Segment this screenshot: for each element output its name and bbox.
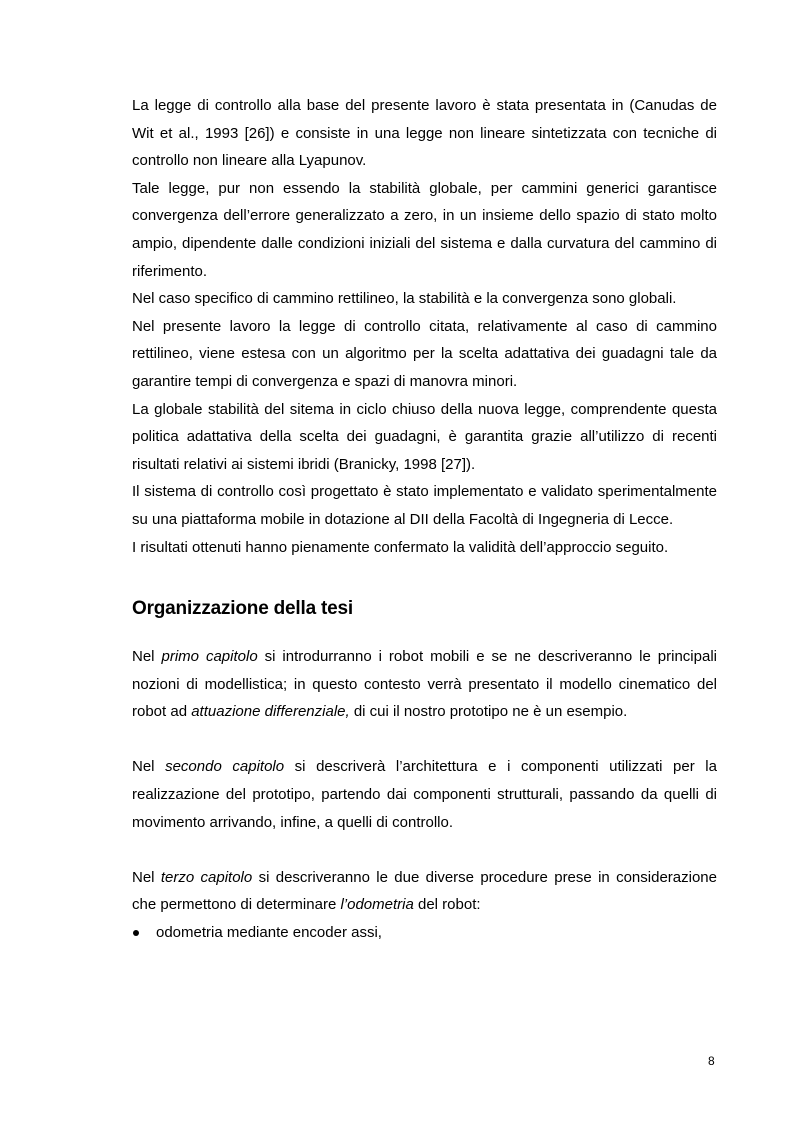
intro-paragraph-1: La legge di controllo alla base del presente lavoro è stata presentata in (Canudas de Wit et al., 1993 [26]) e consiste in una legge non lineare sintetizzata con tecniche di controllo non lineare alla Lyapunov. [132,97,717,170]
intro-paragraph-7: I risultati ottenuti hanno pienamente confermato la validità dell’approccio seguito. [132,538,669,556]
chapter-3-emphasis: terzo capitolo [160,868,253,886]
bullet-list [132,919,717,947]
chapter-1-paragraph [132,643,717,726]
intro-paragraph-3: Nel caso specifico di cammino rettilineo, la stabilità e la convergenza sono globali. [132,290,677,308]
chapter-1-post: di cui il nostro prototipo ne è un esempio. [349,703,628,721]
intro-paragraph-4: Nel presente lavoro la legge di controllo citata, relativamente al caso di cammino rettilineo, viene estesa con un algoritmo per la scelta adattativa dei guadagni tale da garantire tempi di convergenza e spazi di manovra minori. [132,317,717,390]
chapter-1-emphasis: primo capitolo [161,648,258,666]
intro-paragraph-2: Tale legge, pur non essendo la stabilità globale, per cammini generici garantisce convergenza dell’errore generalizzato a zero, in un insieme dello spazio di stato molto ampio, dipendente dalle condizioni iniziali del sistema e dalla curvatura del cammino di riferimento. [132,179,717,280]
bullet-dot-icon [133,930,139,936]
chapter-3-pre: Nel [132,868,161,886]
chapter-3-post: del robot: [413,896,481,914]
paragraph-spacer [132,726,717,754]
paragraph-spacer [132,836,717,864]
list-item-text: odometria mediante encoder assi, [156,924,382,942]
section-heading: Organizzazione della tesi [132,598,353,620]
chapter-3-paragraph [132,864,717,919]
chapter-1-emphasis-2: attuazione differenziale, [191,703,350,721]
chapter-3-emphasis-2: l’odometria [340,896,414,914]
heading-spacer [132,621,717,643]
page-number: 8 [708,1054,715,1068]
chapter-1-mid: si introdurranno i robot mobili e se ne descriveranno le principali nozioni di modellistica; in questo contesto verrà presentato il modello cinematico del robot ad [132,648,717,721]
intro-paragraph-6: Il sistema di controllo così progettato è stato implementato e validato sperimentalmente su una piattaforma mobile in dotazione al DII della Facoltà di Ingegneria di Lecce. [132,483,717,528]
chapter-1-pre: Nel [132,648,162,666]
chapter-2-post: si descriverà l’architettura e i componenti utilizzati per la realizzazione del prototipo, partendo dai componenti strutturali, passando da quelli di movimento arrivando, infine, a quelli di controllo. [132,758,717,831]
chapter-2-paragraph [132,753,717,836]
chapter-2-emphasis: secondo capitolo [165,758,285,776]
chapter-3-mid: si descriveranno le due diverse procedure prese in considerazione che permettono di determinare [132,868,717,914]
page-content [132,92,717,947]
intro-paragraph-5: La globale stabilità del sitema in ciclo chiuso della nuova legge, comprendente questa politica adattativa della scelta dei guadagni, è garantita grazie all’utilizzo di recenti risultati relativi ai sistemi ibridi (Branicky, 1998 [27]). [132,400,717,473]
chapter-2-pre: Nel [132,758,166,776]
list-item [132,919,717,947]
